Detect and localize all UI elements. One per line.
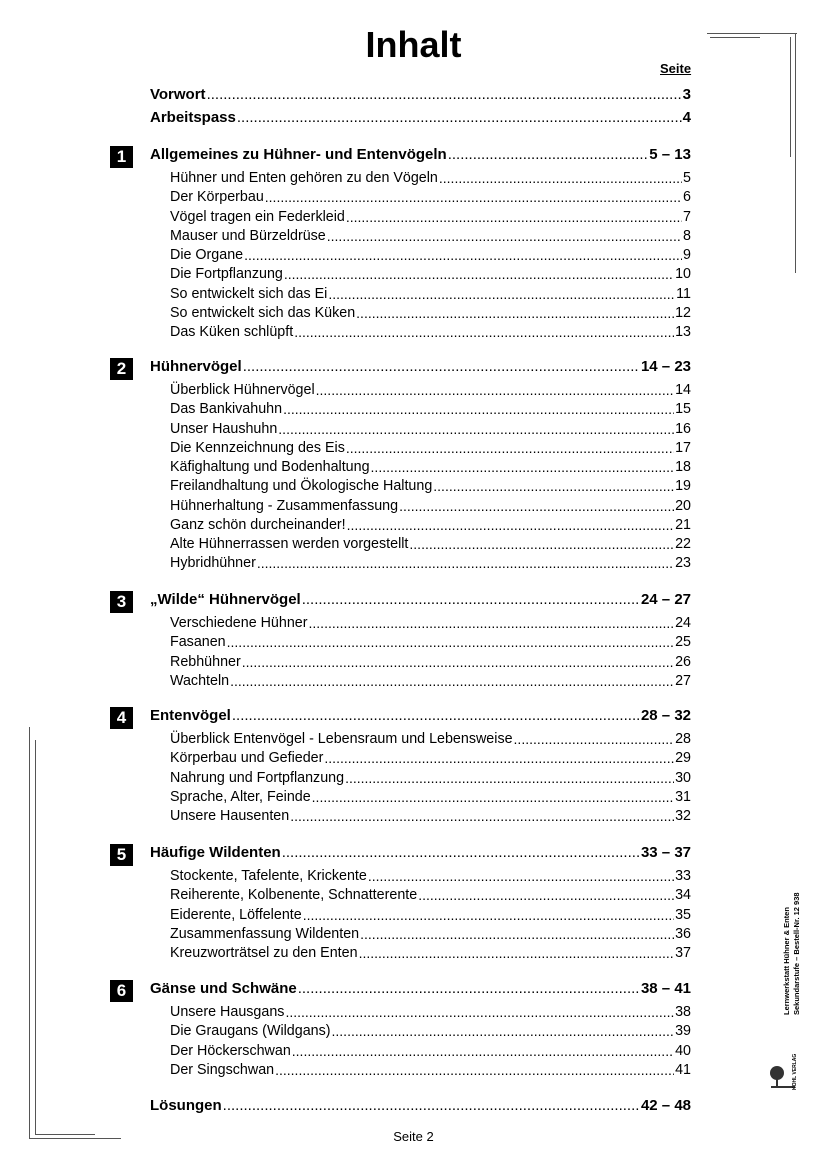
dot-leader [399, 497, 674, 516]
toc-section-heading-label: Häufige Wildenten [150, 844, 281, 861]
section-number-badge: 1 [110, 146, 133, 168]
toc-sub-entry [170, 807, 691, 826]
dot-leader [243, 357, 640, 377]
dot-leader [316, 381, 674, 400]
toc-sub-entry-page: 6 [683, 189, 691, 206]
toc-sub-entry-page: 41 [675, 1061, 691, 1078]
toc-sub-entry-label: Unsere Hausenten [170, 808, 290, 824]
toc-sub-entry-label: Verschiedene Hühner [170, 615, 308, 631]
dot-leader [294, 323, 674, 342]
toc-sub-entry-page: 28 [675, 731, 691, 747]
toc-section-heading-label: Hühnervögel [150, 358, 242, 375]
dot-leader [448, 145, 649, 165]
toc-sub-entry-page: 10 [675, 266, 691, 283]
dot-leader [324, 749, 674, 768]
toc-sub-entry-page: 8 [683, 227, 691, 244]
dot-leader [332, 1022, 675, 1041]
toc-section-heading [150, 979, 691, 999]
dot-leader [302, 590, 640, 610]
toc-sub-entry-label: So entwickelt sich das Ei [170, 285, 328, 302]
toc-entry-loesungen-page: 42 – 48 [640, 1097, 691, 1114]
toc-sub-entry [170, 535, 691, 554]
dot-leader [360, 925, 674, 944]
toc-sub-entry-label: Unser Haushuhn [170, 420, 278, 437]
dot-leader [232, 706, 640, 726]
toc-sub-entry-page: 27 [675, 672, 691, 689]
toc-sub-entry [170, 400, 691, 419]
toc-sub-entry [170, 1042, 691, 1061]
toc-sub-entry [170, 749, 691, 768]
toc-section-heading [150, 706, 691, 726]
toc-sub-entry-page: 15 [675, 401, 691, 418]
toc-sub-entry-label: Die Graugans (Wildgans) [170, 1023, 331, 1040]
toc-section-heading-label: „Wilde“ Hühnervögel [150, 591, 301, 608]
toc-sub-entry [170, 497, 691, 516]
toc-sub-entry-label: Der Höckerschwan [170, 1042, 291, 1059]
toc-sub-entry [170, 906, 691, 925]
toc-sub-entry [170, 886, 691, 905]
toc-sub-entry-label: Eiderente, Löffelente [170, 906, 302, 923]
toc-sub-entry-label: Stockente, Tafelente, Krickente [170, 868, 367, 884]
toc-sub-entry-page: 23 [675, 555, 691, 572]
toc-sub-entry-page: 35 [675, 906, 691, 923]
dot-leader [345, 769, 674, 788]
dot-leader [418, 886, 674, 905]
toc-section-heading [150, 843, 691, 863]
toc-sub-entry-label: Käfighaltung und Bodenhaltung [170, 459, 370, 475]
frame-line-left-2 [35, 740, 36, 1135]
toc-sub-entry-label: Kreuzworträtsel zu den Enten [170, 945, 358, 961]
toc-sub-entry [170, 554, 691, 573]
section-number-badge: 3 [110, 591, 133, 613]
toc-sub-entry [170, 246, 691, 265]
toc-entry-loesungen-label: Lösungen [150, 1097, 222, 1114]
toc-sub-entry-page: 30 [675, 769, 691, 786]
dot-leader [265, 188, 682, 207]
frame-line-top-2 [710, 37, 760, 38]
toc-sub-entry-page: 22 [675, 536, 691, 552]
dot-leader [285, 1003, 674, 1022]
toc-sub-entry-page: 38 [675, 1004, 691, 1020]
dot-leader [282, 843, 640, 863]
toc-sub-entry-label: Körperbau und Gefieder [170, 750, 324, 767]
toc-section-heading-label: Gänse und Schwäne [150, 980, 297, 997]
toc-entry-arbeitspass-page: 4 [682, 109, 691, 126]
toc-entry-vorwort [150, 85, 691, 105]
toc-sub-entry [170, 265, 691, 284]
toc-section-heading-page: 14 – 23 [640, 358, 691, 375]
toc-sub-entry-label: Freilandhaltung und Ökologische Haltung [170, 478, 433, 495]
dot-leader [514, 730, 675, 749]
section-number-badge: 4 [110, 707, 133, 729]
dot-leader [409, 535, 674, 554]
toc-sub-entry [170, 633, 691, 652]
dot-leader [328, 285, 675, 304]
dot-leader [298, 979, 640, 999]
dot-leader [283, 400, 674, 419]
toc-sub-entry-label: So entwickelt sich das Küken [170, 304, 356, 321]
toc-sub-entry-page: 40 [675, 1042, 691, 1059]
toc-sub-entry [170, 769, 691, 788]
page-title: Inhalt [365, 24, 462, 65]
toc-section-heading-label: Allgemeines zu Hühner- und Entenvögeln [150, 146, 447, 163]
toc-entry-arbeitspass [150, 108, 691, 128]
frame-line-top [707, 33, 797, 34]
dot-leader [346, 208, 682, 227]
toc-sub-entry-page: 37 [675, 945, 691, 961]
toc-sub-entry-page: 20 [675, 497, 691, 514]
section-number-badge: 5 [110, 844, 133, 866]
toc-sub-entry [170, 925, 691, 944]
toc-sub-entry-page: 19 [675, 478, 691, 495]
toc-sub-entry [170, 169, 691, 188]
toc-sub-entry-label: Sprache, Alter, Feinde [170, 788, 311, 805]
toc-sub-entry-page: 36 [675, 925, 691, 942]
toc-sub-entry [170, 208, 691, 227]
dot-leader [242, 653, 674, 672]
dot-leader [284, 265, 674, 284]
toc-sub-entry-page: 9 [683, 247, 691, 263]
toc-sub-entry-page: 5 [683, 170, 691, 186]
toc-sub-entry [170, 381, 691, 400]
toc-sub-entry-page: 32 [675, 808, 691, 824]
toc-sub-entry-page: 13 [675, 324, 691, 340]
toc-sub-entry-label: Rebhühner [170, 653, 241, 670]
toc-sub-entry-page: 26 [675, 653, 691, 670]
dot-leader [309, 614, 675, 633]
toc-sub-entry [170, 323, 691, 342]
toc-sub-entry-page: 18 [675, 459, 691, 475]
toc-sub-entry-page: 21 [675, 516, 691, 533]
toc-sub-entry-label: Die Kennzeichnung des Eis [170, 439, 345, 456]
page-number-footer: Seite 2 [393, 1129, 434, 1144]
toc-sub-entry-label: Ganz schön durcheinander! [170, 516, 346, 533]
toc-sub-entry-page: 24 [675, 615, 691, 631]
toc-sub-entry [170, 420, 691, 439]
side-text-order: Sekundarstufe – Bestell-Nr. 12 938 [792, 892, 801, 1015]
dot-leader [244, 246, 682, 265]
toc-section-heading-page: 38 – 41 [640, 980, 691, 997]
toc-sub-entry-page: 29 [675, 750, 691, 767]
toc-sub-entry-page: 14 [675, 382, 691, 398]
frame-line-left [29, 727, 30, 1139]
dot-leader [303, 906, 674, 925]
toc-sub-entry-label: Reiherente, Kolbenente, Schnatterente [170, 887, 418, 904]
dot-leader [227, 633, 674, 652]
toc-sub-entry-page: 34 [675, 887, 691, 904]
dot-leader [359, 944, 675, 963]
frame-line-right [795, 33, 796, 273]
dot-leader [292, 1042, 674, 1061]
toc-sub-entry [170, 1003, 691, 1022]
toc-sub-entry-label: Hühner und Enten gehören zu den Vögeln [170, 170, 438, 186]
toc-section-heading-page: 24 – 27 [640, 591, 691, 608]
toc-sub-entry [170, 672, 691, 691]
toc-sub-entry [170, 614, 691, 633]
toc-entry-arbeitspass-label: Arbeitspass [150, 109, 236, 126]
dot-leader [275, 1061, 674, 1080]
toc-sub-entry [170, 653, 691, 672]
toc-sub-entry-label: Vögel tragen ein Federkleid [170, 208, 345, 225]
toc-sub-entry [170, 944, 691, 963]
dot-leader [230, 672, 674, 691]
dot-leader [347, 516, 674, 535]
toc-sub-entry [170, 1061, 691, 1080]
dot-leader [237, 108, 682, 128]
dot-leader [371, 458, 675, 477]
dot-leader [346, 439, 674, 458]
publisher-side-text [780, 870, 810, 1020]
toc-sub-entry-label: Mauser und Bürzeldrüse [170, 227, 326, 244]
dot-leader [356, 304, 674, 323]
dot-leader [368, 867, 674, 886]
toc-sub-entry-page: 33 [675, 868, 691, 884]
toc-sub-entry-label: Überblick Hühnervögel [170, 382, 315, 398]
toc-sub-entry-page: 16 [675, 420, 691, 437]
publisher-logo [768, 1040, 798, 1090]
dot-leader [223, 1096, 640, 1116]
toc-sub-entry [170, 439, 691, 458]
toc-sub-entry-label: Alte Hühnerrassen werden vorgestellt [170, 536, 409, 552]
toc-sub-entry-page: 7 [683, 208, 691, 225]
dot-leader [278, 420, 674, 439]
toc-sub-entry-label: Das Bankivahuhn [170, 401, 283, 418]
toc-sub-entry-page: 12 [675, 304, 691, 321]
dot-leader [257, 554, 674, 573]
toc-sub-entry [170, 188, 691, 207]
toc-sub-entry-page: 17 [675, 439, 691, 456]
toc-section-heading-label: Entenvögel [150, 707, 231, 724]
toc-sub-entry-page: 11 [676, 285, 691, 302]
seite-column-label: Seite [660, 61, 692, 76]
toc-entry-vorwort-label: Vorwort [150, 86, 206, 103]
toc-entry-vorwort-page: 3 [682, 86, 691, 103]
section-number-badge: 6 [110, 980, 133, 1002]
toc-section-heading-page: 33 – 37 [640, 844, 691, 861]
toc-sub-entry-label: Fasanen [170, 634, 226, 651]
toc-sub-entry [170, 477, 691, 496]
toc-section-heading-page: 28 – 32 [640, 707, 691, 724]
toc-sub-entry-label: Hühnerhaltung - Zusammenfassung [170, 497, 399, 514]
toc-section-heading [150, 590, 691, 610]
toc-sub-entry-label: Die Organe [170, 247, 244, 263]
dot-leader [312, 788, 674, 807]
toc-sub-entry-label: Überblick Entenvögel - Lebensraum und Lebensweise [170, 731, 513, 747]
dot-leader [207, 85, 682, 105]
toc-sub-entry [170, 1022, 691, 1041]
toc-sub-entry-page: 31 [675, 788, 691, 805]
toc-sub-entry [170, 304, 691, 323]
dot-leader [433, 477, 674, 496]
toc-sub-entry-page: 25 [675, 634, 691, 651]
toc-sub-entry-label: Unsere Hausgans [170, 1004, 285, 1020]
toc-sub-entry [170, 516, 691, 535]
toc-section-heading [150, 357, 691, 377]
toc-sub-entry-label: Hybridhühner [170, 555, 256, 572]
toc-sub-entry-label: Zusammenfassung Wildenten [170, 925, 360, 942]
toc-sub-entry-label: Der Körperbau [170, 189, 264, 206]
toc-sub-entry-label: Die Fortpflanzung [170, 266, 283, 283]
dot-leader [327, 227, 682, 246]
side-text-title: Lernwerkstatt Hühner & Enten [782, 907, 791, 1015]
toc-sub-entry-label: Der Singschwan [170, 1061, 275, 1078]
toc-sub-entry-label: Wachteln [170, 672, 230, 689]
toc-sub-entry [170, 458, 691, 477]
dot-leader [439, 169, 682, 188]
toc-sub-entry-label: Nahrung und Fortpflanzung [170, 769, 345, 786]
toc-sub-entry [170, 788, 691, 807]
toc-sub-entry-page: 39 [675, 1023, 691, 1040]
dot-leader [290, 807, 674, 826]
toc-sub-entry [170, 730, 691, 749]
toc-section-heading-page: 5 – 13 [649, 146, 691, 163]
logo-text: KOHL VERLAG [792, 1053, 798, 1090]
frame-line-right-2 [790, 37, 791, 157]
toc-sub-entry [170, 285, 691, 304]
toc-sub-entry-label: Das Küken schlüpft [170, 324, 294, 340]
toc-sub-entry [170, 867, 691, 886]
toc-entry-loesungen [150, 1096, 691, 1116]
toc-sub-entry [170, 227, 691, 246]
toc-section-heading [150, 145, 691, 165]
section-number-badge: 2 [110, 358, 133, 380]
